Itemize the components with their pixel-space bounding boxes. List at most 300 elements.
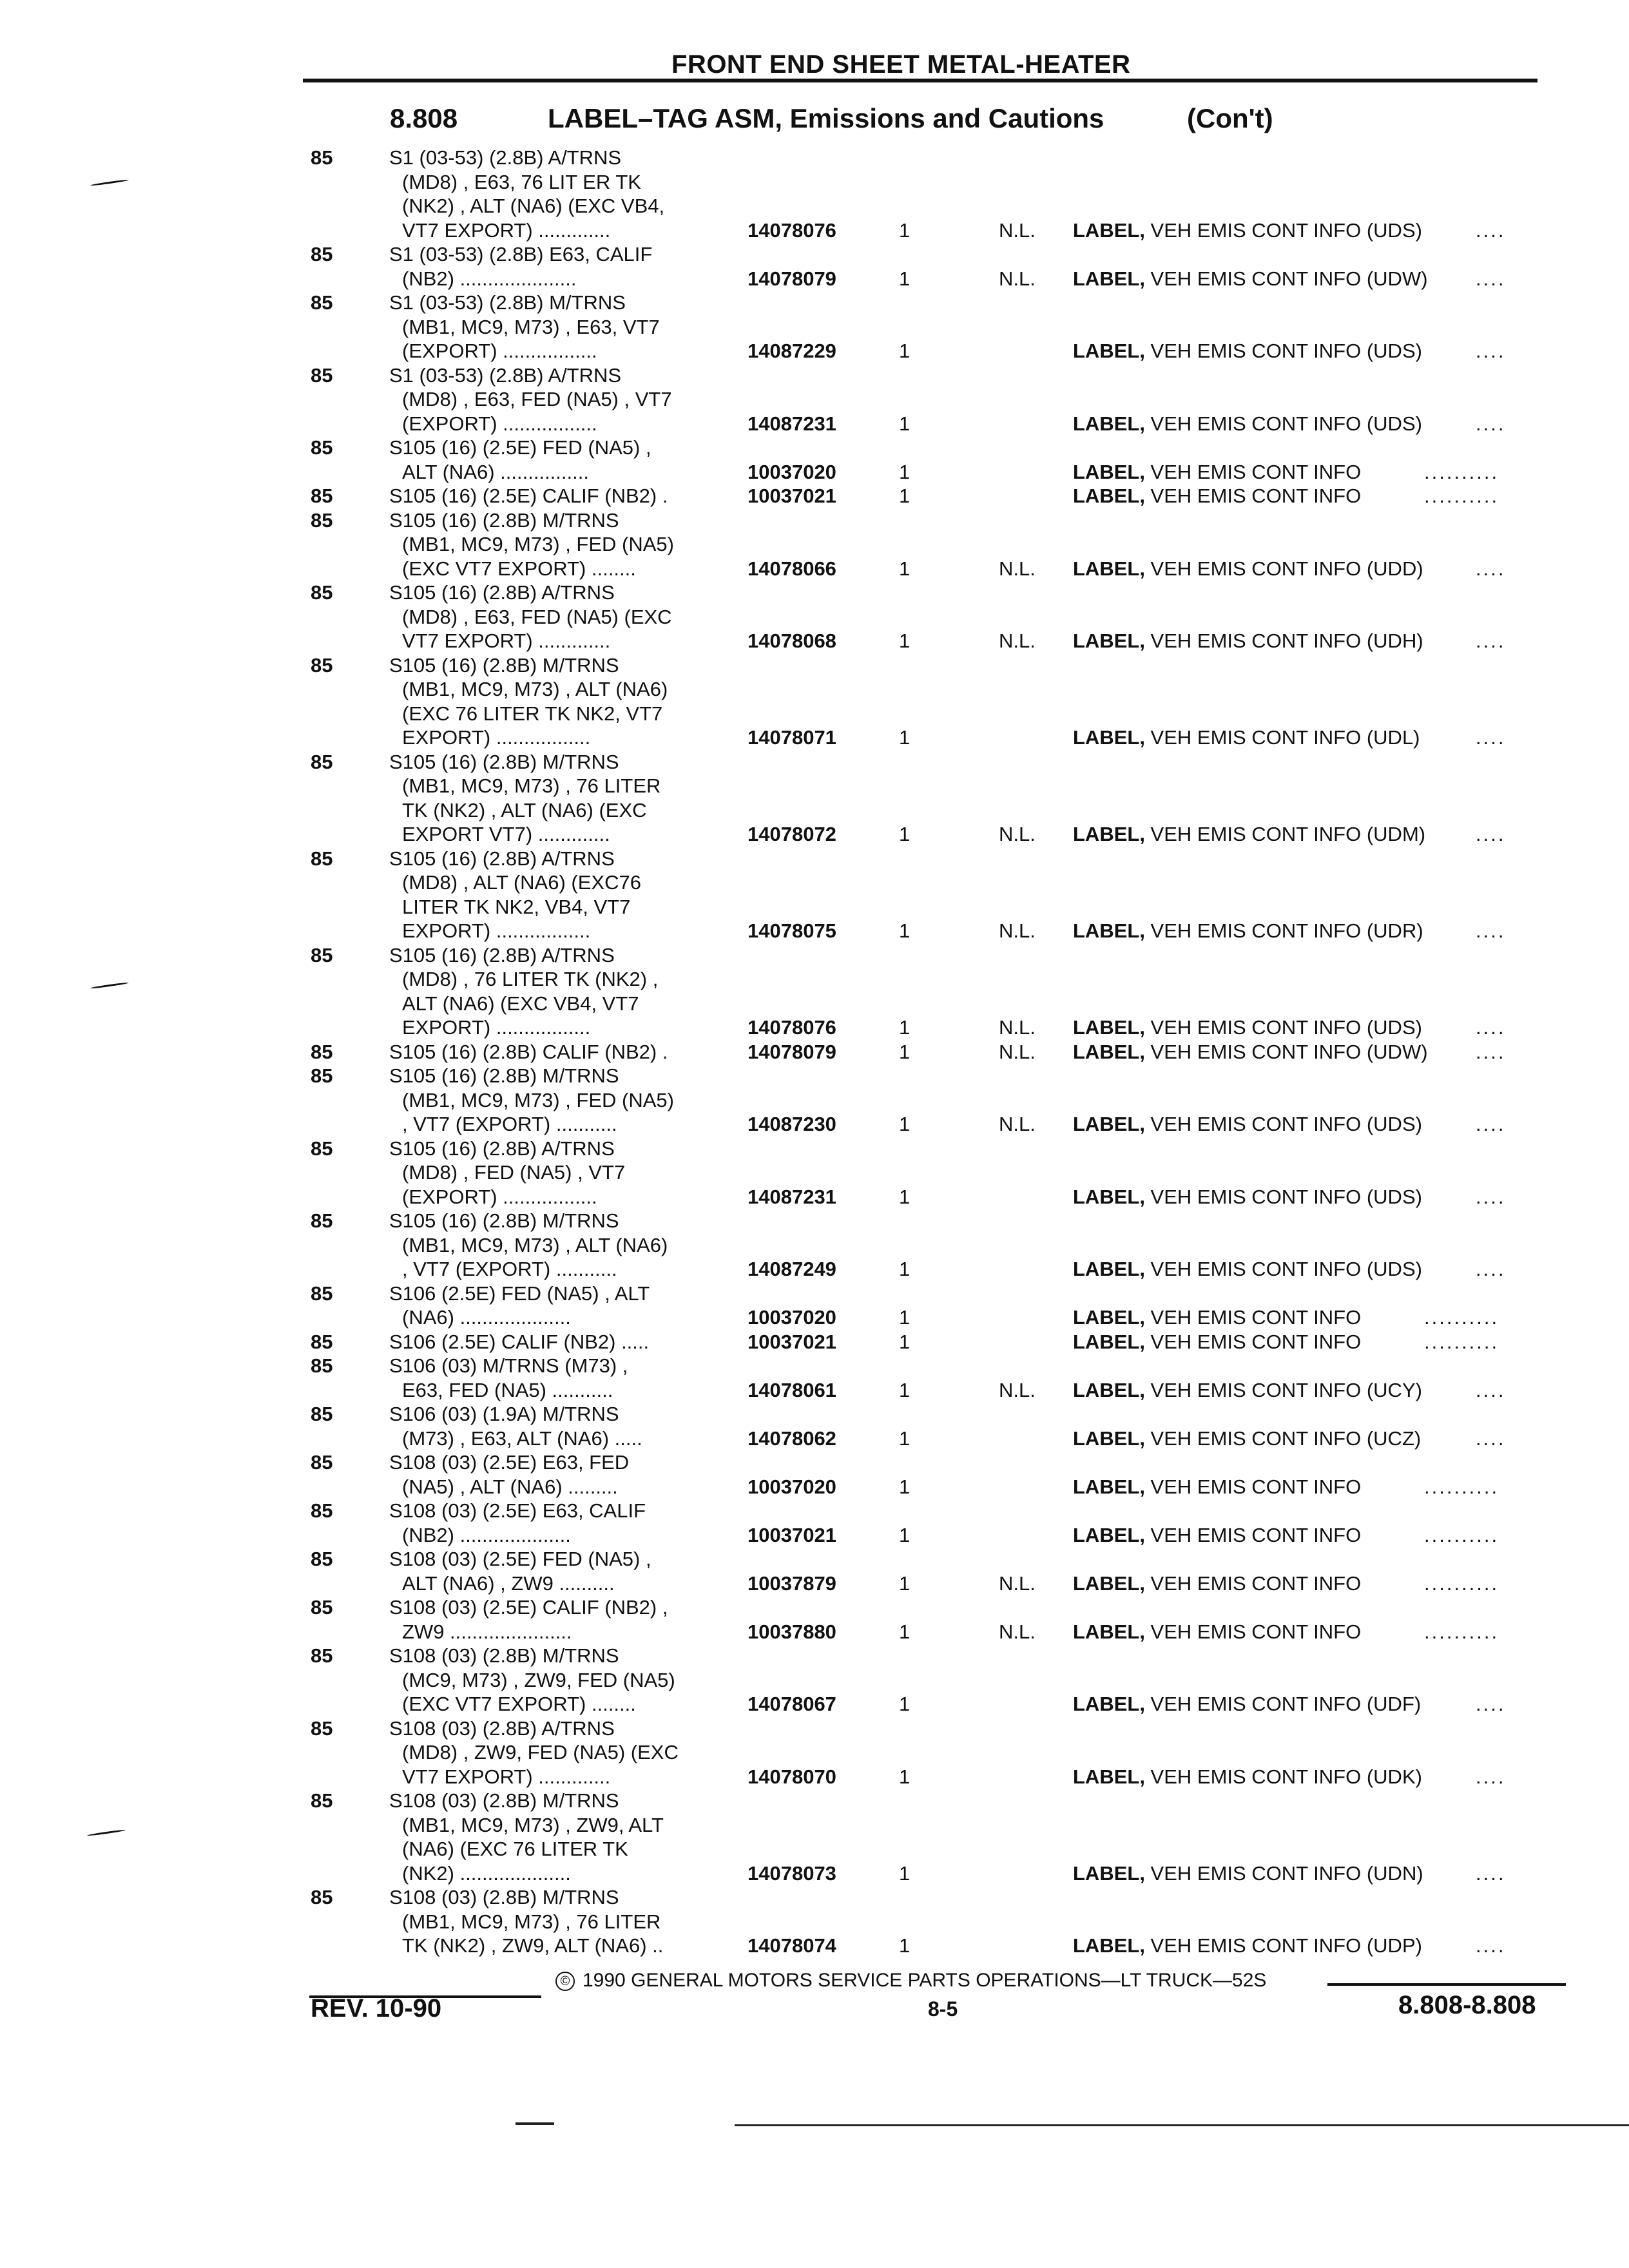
part-name-rest: VEH EMIS CONT INFO (UDS) bbox=[1144, 340, 1422, 362]
level-code: 85 bbox=[311, 1716, 333, 1740]
part-name-keyword: LABEL, bbox=[1073, 557, 1145, 580]
entry-line bbox=[0, 629, 1629, 653]
entry-line bbox=[0, 1305, 1629, 1330]
part-name bbox=[1073, 1040, 1428, 1064]
entry-line bbox=[0, 1282, 1629, 1306]
entry-line bbox=[0, 774, 1629, 798]
description-line: ALT (NA6) ................ bbox=[402, 460, 589, 483]
part-name-keyword: LABEL, bbox=[1073, 1765, 1145, 1788]
level-code: 85 bbox=[311, 943, 333, 966]
part-name-rest: VEH EMIS CONT INFO (UDS) bbox=[1144, 1258, 1422, 1280]
entry-line bbox=[0, 967, 1629, 992]
level-code: 85 bbox=[311, 1451, 333, 1474]
bottom-rule bbox=[735, 2124, 1629, 2126]
revision-label: REV. 10-90 bbox=[311, 1994, 442, 2023]
part-entry bbox=[0, 484, 1629, 508]
part-number: 10037880 bbox=[747, 1620, 836, 1643]
part-name-rest: VEH EMIS CONT INFO bbox=[1144, 1475, 1362, 1498]
part-name-keyword: LABEL, bbox=[1073, 1693, 1145, 1715]
part-name-rest: VEH EMIS CONT INFO bbox=[1144, 1306, 1362, 1329]
entry-line bbox=[0, 532, 1629, 557]
part-name-rest: VEH EMIS CONT INFO bbox=[1144, 1620, 1362, 1643]
part-name bbox=[1073, 1330, 1361, 1354]
part-name bbox=[1073, 339, 1422, 363]
part-name bbox=[1073, 460, 1361, 485]
description-line: (M73) , E63, ALT (NA6) ..... bbox=[402, 1427, 642, 1450]
entry-line bbox=[0, 1692, 1629, 1716]
part-name-rest: VEH EMIS CONT INFO (UDR) bbox=[1144, 919, 1423, 942]
description-line: S108 (03) (2.8B) M/TRNS bbox=[389, 1644, 619, 1667]
quantity: 1 bbox=[899, 629, 911, 652]
part-number: 14078070 bbox=[747, 1765, 836, 1788]
part-number: 14078073 bbox=[747, 1861, 836, 1885]
trailing-leader: .......... bbox=[1424, 1475, 1499, 1498]
trailing-leader: .... bbox=[1476, 218, 1506, 242]
level-code: 85 bbox=[311, 1209, 333, 1232]
part-name bbox=[1073, 1015, 1422, 1040]
trailing-leader: .......... bbox=[1424, 485, 1499, 507]
description-line: (MB1, MC9, M73) , ALT (NA6) bbox=[402, 678, 668, 700]
description-line: S108 (03) (2.8B) A/TRNS bbox=[389, 1716, 615, 1740]
entry-line bbox=[0, 726, 1629, 750]
part-name bbox=[1073, 1620, 1361, 1644]
part-name bbox=[1073, 822, 1425, 847]
level-code: 85 bbox=[311, 485, 333, 507]
entry-line bbox=[0, 1064, 1629, 1088]
footer-copyright bbox=[555, 1970, 1266, 1992]
description-line: (MC9, M73) , ZW9, FED (NA5) bbox=[402, 1668, 675, 1691]
description-line: (MB1, MC9, M73) , 76 LITER bbox=[402, 774, 661, 797]
part-number: 14087231 bbox=[747, 1185, 836, 1208]
part-name-keyword: LABEL, bbox=[1073, 1258, 1145, 1280]
quantity: 1 bbox=[899, 1934, 911, 1957]
quantity: 1 bbox=[899, 1185, 911, 1208]
part-name-keyword: LABEL, bbox=[1073, 1475, 1145, 1498]
entry-line bbox=[0, 1765, 1629, 1789]
description-line: S105 (16) (2.8B) A/TRNS bbox=[389, 943, 615, 966]
level-code: 85 bbox=[311, 508, 333, 532]
trailing-leader: .... bbox=[1476, 412, 1506, 435]
part-name bbox=[1073, 484, 1361, 508]
quantity: 1 bbox=[899, 1620, 911, 1643]
part-name bbox=[1073, 919, 1423, 943]
quantity: 1 bbox=[899, 267, 911, 290]
part-name bbox=[1073, 726, 1420, 750]
level-code: 85 bbox=[311, 1499, 333, 1522]
entry-line bbox=[0, 1716, 1629, 1741]
level-code: 85 bbox=[311, 243, 333, 265]
description-line: (NK2) , ALT (NA6) (EXC VB4, bbox=[402, 195, 665, 217]
entry-line bbox=[0, 1112, 1629, 1137]
page-header-title: FRONT END SHEET METAL-HEATER bbox=[671, 50, 1131, 79]
part-name-rest: VEH EMIS CONT INFO (UDD) bbox=[1144, 557, 1423, 580]
part-entry bbox=[0, 847, 1629, 943]
entry-line bbox=[0, 992, 1629, 1016]
quantity: 1 bbox=[899, 1258, 911, 1280]
description-line: S1 (03-53) (2.8B) A/TRNS bbox=[389, 146, 622, 169]
description-line: VT7 EXPORT) ............. bbox=[402, 218, 611, 242]
description-line: (MB1, MC9, M73) , ALT (NA6) bbox=[402, 1233, 668, 1256]
quantity: 1 bbox=[899, 726, 911, 749]
entry-line bbox=[0, 943, 1629, 968]
description-line: S106 (03) M/TRNS (M73) , bbox=[389, 1354, 628, 1377]
not-listed-flag: N.L. bbox=[999, 629, 1036, 652]
not-listed-flag: N.L. bbox=[999, 1620, 1036, 1643]
trailing-leader: .......... bbox=[1424, 1523, 1499, 1546]
description-line: (MB1, MC9, M73) , E63, VT7 bbox=[402, 315, 660, 338]
trailing-leader: .... bbox=[1476, 557, 1506, 580]
part-name-rest: VEH EMIS CONT INFO (UCY) bbox=[1144, 1378, 1422, 1401]
description-line: S105 (16) (2.5E) CALIF (NB2) . bbox=[389, 485, 668, 507]
level-code: 85 bbox=[311, 1137, 333, 1160]
part-entry bbox=[0, 1716, 1629, 1789]
part-name bbox=[1073, 1257, 1422, 1282]
level-code: 85 bbox=[311, 1040, 333, 1063]
not-listed-flag: N.L. bbox=[999, 557, 1036, 580]
part-number: 14087231 bbox=[747, 412, 836, 435]
part-name bbox=[1073, 1427, 1421, 1451]
description-line: EXPORT) ................. bbox=[402, 726, 591, 749]
not-listed-flag: N.L. bbox=[999, 218, 1036, 242]
part-name-rest: VEH EMIS CONT INFO (UDF) bbox=[1144, 1693, 1422, 1715]
part-entry bbox=[0, 1499, 1629, 1547]
entry-line bbox=[0, 315, 1629, 340]
entry-line bbox=[0, 363, 1629, 388]
description-line: (MD8) , E63, FED (NA5) (EXC bbox=[402, 605, 672, 628]
part-name-keyword: LABEL, bbox=[1073, 1427, 1145, 1450]
part-number: 14078074 bbox=[747, 1934, 836, 1957]
part-name-rest: VEH EMIS CONT INFO (UDW) bbox=[1144, 267, 1428, 290]
part-entry bbox=[0, 1209, 1629, 1282]
level-code: 85 bbox=[311, 363, 333, 387]
part-name-keyword: LABEL, bbox=[1073, 1113, 1145, 1135]
quantity: 1 bbox=[899, 485, 911, 507]
part-entry bbox=[0, 1450, 1629, 1499]
trailing-leader: .... bbox=[1476, 1040, 1506, 1063]
entry-line bbox=[0, 581, 1629, 605]
entry-line bbox=[0, 1740, 1629, 1765]
description-line: (MD8) , ALT (NA6) (EXC76 bbox=[402, 871, 641, 894]
quantity: 1 bbox=[899, 1693, 911, 1715]
part-entry bbox=[0, 1330, 1629, 1354]
part-name-rest: VEH EMIS CONT INFO (UCZ) bbox=[1144, 1427, 1422, 1450]
level-code: 85 bbox=[311, 146, 333, 169]
description-line: S108 (03) (2.5E) E63, CALIF bbox=[389, 1499, 646, 1522]
trailing-leader: .... bbox=[1476, 726, 1506, 749]
description-line: (MD8) , 76 LITER TK (NK2) , bbox=[402, 968, 659, 990]
description-line: S106 (03) (1.9A) M/TRNS bbox=[389, 1403, 619, 1425]
part-number: 14078068 bbox=[747, 629, 836, 652]
level-code: 85 bbox=[311, 750, 333, 773]
entry-line bbox=[0, 1015, 1629, 1040]
trailing-leader: .... bbox=[1476, 1427, 1506, 1450]
level-code: 85 bbox=[311, 653, 333, 677]
part-name-rest: VEH EMIS CONT INFO bbox=[1144, 460, 1362, 483]
part-name-keyword: LABEL, bbox=[1073, 1523, 1145, 1546]
quantity: 1 bbox=[899, 1765, 911, 1788]
part-name bbox=[1073, 412, 1422, 436]
description-line: (MD8) , E63, 76 LIT ER TK bbox=[402, 170, 641, 193]
part-name-keyword: LABEL, bbox=[1073, 1040, 1145, 1063]
part-name bbox=[1073, 1571, 1361, 1596]
part-entry bbox=[0, 1040, 1629, 1064]
level-code: 85 bbox=[311, 1330, 333, 1353]
description-line: S105 (16) (2.8B) M/TRNS bbox=[389, 1064, 619, 1087]
part-number: 14078062 bbox=[747, 1427, 836, 1450]
entry-line bbox=[0, 1668, 1629, 1693]
description-line: S105 (16) (2.8B) M/TRNS bbox=[389, 508, 619, 532]
description-line: (EXC 76 LITER TK NK2, VT7 bbox=[402, 702, 663, 725]
part-name-keyword: LABEL, bbox=[1073, 1016, 1145, 1039]
description-line: S108 (03) (2.5E) E63, FED bbox=[389, 1451, 630, 1474]
description-line: S108 (03) (2.5E) FED (NA5) , bbox=[389, 1548, 651, 1570]
level-code: 85 bbox=[311, 1354, 333, 1377]
part-name-rest: VEH EMIS CONT INFO (UDL) bbox=[1144, 726, 1420, 749]
quantity: 1 bbox=[899, 412, 911, 435]
description-line: S106 (2.5E) FED (NA5) , ALT bbox=[389, 1282, 650, 1305]
entry-line bbox=[0, 702, 1629, 726]
level-code: 85 bbox=[311, 847, 333, 870]
trailing-leader: .... bbox=[1476, 1378, 1506, 1401]
description-line: S1 (03-53) (2.8B) A/TRNS bbox=[389, 363, 622, 387]
part-name-keyword: LABEL, bbox=[1073, 629, 1145, 652]
level-code: 85 bbox=[311, 1282, 333, 1305]
part-number: 14078079 bbox=[747, 267, 836, 290]
entry-line bbox=[0, 1934, 1629, 1958]
header-rule bbox=[303, 79, 1537, 82]
entry-line bbox=[0, 1402, 1629, 1427]
quantity: 1 bbox=[899, 1113, 911, 1135]
description-line: ZW9 ...................... bbox=[402, 1620, 572, 1643]
entry-line bbox=[0, 218, 1629, 243]
level-code: 85 bbox=[311, 1403, 333, 1425]
entry-line bbox=[0, 1885, 1629, 1910]
part-name bbox=[1073, 1185, 1422, 1209]
entry-line bbox=[0, 1837, 1629, 1861]
part-entry bbox=[0, 242, 1629, 291]
entry-line bbox=[0, 1450, 1629, 1475]
entry-line bbox=[0, 146, 1629, 170]
entry-line bbox=[0, 1137, 1629, 1161]
part-name-keyword: LABEL, bbox=[1073, 823, 1145, 845]
entry-line bbox=[0, 1547, 1629, 1571]
level-code: 85 bbox=[311, 436, 333, 459]
quantity: 1 bbox=[899, 1306, 911, 1329]
quantity: 1 bbox=[899, 1378, 911, 1401]
part-entry bbox=[0, 291, 1629, 363]
part-name-rest: VEH EMIS CONT INFO bbox=[1144, 1330, 1362, 1353]
part-number: 14078066 bbox=[747, 557, 836, 580]
part-number: 10037021 bbox=[747, 1523, 836, 1546]
entry-line bbox=[0, 460, 1629, 485]
part-number: 14078079 bbox=[747, 1040, 836, 1063]
description-line: S105 (16) (2.8B) A/TRNS bbox=[389, 581, 615, 604]
trailing-leader: .......... bbox=[1424, 1330, 1499, 1353]
part-number: 14078075 bbox=[747, 919, 836, 942]
description-line: EXPORT) ................. bbox=[402, 1016, 591, 1039]
part-name bbox=[1073, 1378, 1422, 1403]
part-name bbox=[1073, 1765, 1422, 1789]
entry-line bbox=[0, 1257, 1629, 1282]
entry-line bbox=[0, 919, 1629, 943]
part-name-rest: VEH EMIS CONT INFO (UDS) bbox=[1144, 1113, 1422, 1135]
trailing-leader: .......... bbox=[1424, 1306, 1499, 1329]
description-line: VT7 EXPORT) ............. bbox=[402, 629, 611, 652]
description-line: (NB2) ..................... bbox=[402, 267, 577, 290]
entry-line bbox=[0, 1088, 1629, 1113]
trailing-leader: .... bbox=[1476, 1765, 1506, 1788]
description-line: , VT7 (EXPORT) ........... bbox=[402, 1258, 617, 1280]
part-number: 14078071 bbox=[747, 726, 836, 749]
entry-line bbox=[0, 1354, 1629, 1378]
part-entry bbox=[0, 508, 1629, 581]
part-entry bbox=[0, 750, 1629, 847]
entry-line bbox=[0, 1185, 1629, 1209]
entry-line bbox=[0, 750, 1629, 774]
part-entry bbox=[0, 943, 1629, 1040]
quantity: 1 bbox=[899, 557, 911, 580]
description-line: (EXPORT) ................. bbox=[402, 412, 597, 435]
description-line: (NA5) , ALT (NA6) ......... bbox=[402, 1475, 618, 1498]
description-line: E63, FED (NA5) ........... bbox=[402, 1378, 613, 1401]
level-code: 85 bbox=[311, 581, 333, 604]
parts-list bbox=[0, 146, 1629, 1958]
part-name-keyword: LABEL, bbox=[1073, 919, 1145, 942]
footer-rule-right bbox=[1327, 1983, 1566, 1986]
part-name-rest: VEH EMIS CONT INFO (UDH) bbox=[1144, 629, 1423, 652]
trailing-leader: .... bbox=[1476, 823, 1506, 845]
trailing-leader: .......... bbox=[1424, 1571, 1499, 1595]
part-name-keyword: LABEL, bbox=[1073, 1934, 1145, 1957]
not-listed-flag: N.L. bbox=[999, 1113, 1036, 1135]
quantity: 1 bbox=[899, 823, 911, 845]
level-code: 85 bbox=[311, 1596, 333, 1619]
description-line: S105 (16) (2.8B) A/TRNS bbox=[389, 1137, 615, 1160]
not-listed-flag: N.L. bbox=[999, 919, 1036, 942]
part-entry bbox=[0, 1885, 1629, 1958]
part-name-keyword: LABEL, bbox=[1073, 1185, 1145, 1208]
entry-line bbox=[0, 1233, 1629, 1258]
description-line: , VT7 (EXPORT) ........... bbox=[402, 1113, 617, 1135]
part-name-keyword: LABEL, bbox=[1073, 1861, 1145, 1885]
entry-line bbox=[0, 508, 1629, 533]
entry-line bbox=[0, 387, 1629, 412]
description-line: TK (NK2) , ALT (NA6) (EXC bbox=[402, 798, 647, 822]
description-line: (MB1, MC9, M73) , FED (NA5) bbox=[402, 1088, 674, 1111]
quantity: 1 bbox=[899, 1330, 911, 1353]
part-entry bbox=[0, 1402, 1629, 1450]
entry-line bbox=[0, 653, 1629, 678]
level-code: 85 bbox=[311, 1789, 333, 1812]
part-number: 14078076 bbox=[747, 1016, 836, 1039]
description-line: S105 (16) (2.8B) M/TRNS bbox=[389, 1209, 619, 1232]
description-line: S105 (16) (2.8B) M/TRNS bbox=[389, 750, 619, 773]
part-name-keyword: LABEL, bbox=[1073, 1620, 1145, 1643]
part-name bbox=[1073, 1934, 1422, 1958]
description-line: S105 (16) (2.5E) FED (NA5) , bbox=[389, 436, 651, 459]
trailing-leader: .... bbox=[1476, 919, 1506, 942]
page-number: 8-5 bbox=[928, 1997, 958, 2021]
part-name bbox=[1073, 557, 1423, 581]
entry-line bbox=[0, 822, 1629, 847]
description-line: EXPORT VT7) ............. bbox=[402, 823, 610, 845]
entry-line bbox=[0, 895, 1629, 919]
part-name bbox=[1073, 218, 1422, 243]
level-code: 85 bbox=[311, 1644, 333, 1667]
entry-line bbox=[0, 339, 1629, 363]
level-code: 85 bbox=[311, 1548, 333, 1570]
part-name-rest: VEH EMIS CONT INFO (UDS) bbox=[1144, 412, 1422, 435]
part-name bbox=[1073, 1692, 1421, 1716]
trailing-leader: .... bbox=[1476, 1258, 1506, 1280]
description-line: (MD8) , E63, FED (NA5) , VT7 bbox=[402, 388, 672, 410]
description-line: (MB1, MC9, M73) , 76 LITER bbox=[402, 1910, 661, 1933]
part-name-keyword: LABEL, bbox=[1073, 485, 1145, 507]
part-name bbox=[1073, 1305, 1361, 1330]
description-line: (NK2) .................... bbox=[402, 1861, 571, 1885]
quantity: 1 bbox=[899, 218, 911, 242]
part-number: 14087230 bbox=[747, 1113, 836, 1135]
part-name bbox=[1073, 1861, 1423, 1886]
part-number: 14078061 bbox=[747, 1378, 836, 1401]
entry-line bbox=[0, 1330, 1629, 1354]
section-number: 8.808 bbox=[390, 103, 458, 133]
part-name-rest: VEH EMIS CONT INFO (UDN) bbox=[1144, 1861, 1423, 1885]
entry-line bbox=[0, 1040, 1629, 1064]
part-name-rest: VEH EMIS CONT INFO (UDS) bbox=[1144, 218, 1422, 242]
not-listed-flag: N.L. bbox=[999, 1571, 1036, 1595]
part-number: 10037020 bbox=[747, 1306, 836, 1329]
part-entry bbox=[0, 1547, 1629, 1595]
part-name-keyword: LABEL, bbox=[1073, 218, 1145, 242]
description-line: (EXPORT) ................. bbox=[402, 340, 597, 362]
part-number: 10037021 bbox=[747, 1330, 836, 1353]
part-name-keyword: LABEL, bbox=[1073, 726, 1145, 749]
part-name-rest: VEH EMIS CONT INFO (UDW) bbox=[1144, 1040, 1428, 1063]
part-entry bbox=[0, 1644, 1629, 1716]
part-number: 14078072 bbox=[747, 823, 836, 845]
part-entry bbox=[0, 1137, 1629, 1209]
entry-line bbox=[0, 870, 1629, 895]
description-line: ALT (NA6) (EXC VB4, VT7 bbox=[402, 992, 639, 1015]
entry-line bbox=[0, 1499, 1629, 1523]
not-listed-flag: N.L. bbox=[999, 1040, 1036, 1063]
part-entry bbox=[0, 1064, 1629, 1137]
entry-line bbox=[0, 436, 1629, 460]
entry-line bbox=[0, 267, 1629, 291]
part-entry bbox=[0, 653, 1629, 750]
trailing-leader: .......... bbox=[1424, 1620, 1499, 1643]
description-line: S108 (03) (2.5E) CALIF (NB2) , bbox=[389, 1596, 668, 1619]
part-name-keyword: LABEL, bbox=[1073, 340, 1145, 362]
description-line: (EXC VT7 EXPORT) ........ bbox=[402, 1693, 636, 1715]
description-line: VT7 EXPORT) ............. bbox=[402, 1765, 611, 1788]
entry-line bbox=[0, 1595, 1629, 1620]
description-line: (MB1, MC9, M73) , FED (NA5) bbox=[402, 533, 674, 555]
part-name-keyword: LABEL, bbox=[1073, 412, 1145, 435]
entry-line bbox=[0, 1475, 1629, 1499]
quantity: 1 bbox=[899, 919, 911, 942]
entry-line bbox=[0, 1813, 1629, 1838]
part-number: 10037020 bbox=[747, 1475, 836, 1498]
part-name-keyword: LABEL, bbox=[1073, 1306, 1145, 1329]
level-code: 85 bbox=[311, 1886, 333, 1908]
part-entry bbox=[0, 581, 1629, 653]
entry-line bbox=[0, 1571, 1629, 1596]
description-line: S105 (16) (2.8B) A/TRNS bbox=[389, 847, 615, 870]
part-name-rest: VEH EMIS CONT INFO (UDP) bbox=[1144, 1934, 1422, 1957]
part-entry bbox=[0, 363, 1629, 436]
